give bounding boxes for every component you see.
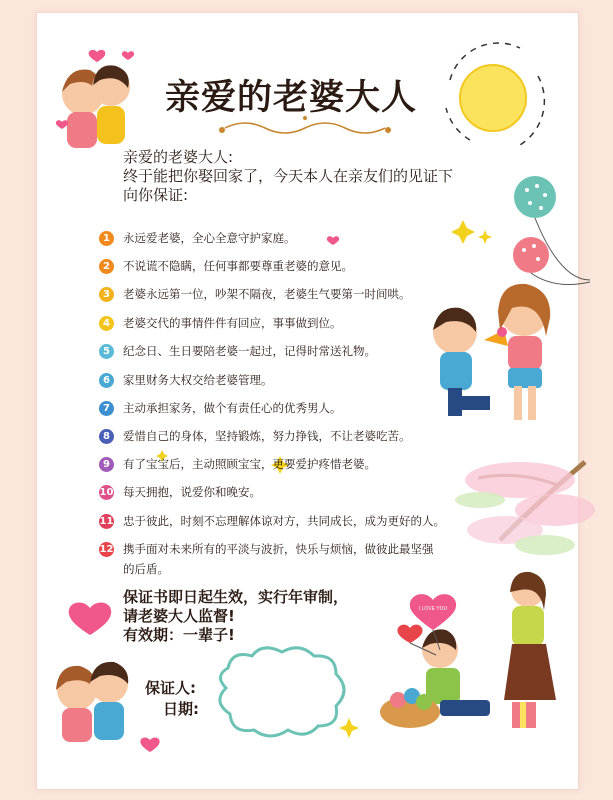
number-badge: 11 bbox=[99, 516, 114, 527]
closing-block bbox=[123, 588, 348, 645]
greeting-line: 亲爱的老婆大人: bbox=[123, 148, 234, 166]
promise-text: 不说谎不隐瞒，任何事都要尊重老婆的意见。 bbox=[123, 259, 353, 273]
balloon-text: I LOVE YOU bbox=[418, 606, 448, 612]
sun-icon bbox=[446, 43, 544, 145]
number-badge: 6 bbox=[99, 373, 114, 388]
list-item bbox=[99, 231, 499, 248]
greeting-line: 向你保证: bbox=[123, 186, 189, 204]
number-badge: 10 bbox=[99, 487, 114, 498]
promise-text: 永远爱老婆，全心全意守护家庭。 bbox=[123, 231, 296, 245]
number-badge: 5 bbox=[99, 344, 114, 359]
list-item bbox=[99, 457, 499, 474]
promise-text: 纪念日、生日要陪老婆一起过，记得时常送礼物。 bbox=[123, 344, 376, 358]
number-badge: 2 bbox=[99, 259, 114, 274]
page-title: 亲爱的老婆大人 bbox=[165, 77, 418, 118]
list-item bbox=[99, 401, 499, 418]
list-item bbox=[99, 316, 499, 333]
closing-line: 有效期：一辈子! bbox=[123, 626, 235, 644]
promise-text: 每天拥抱，说爱你和晚安。 bbox=[123, 485, 261, 499]
list-item bbox=[99, 542, 439, 579]
number-badge: 1 bbox=[99, 231, 114, 246]
promise-text: 老婆交代的事情件件有回应，事事做到位。 bbox=[123, 316, 342, 330]
balloons-icon bbox=[513, 176, 590, 285]
number-badge: 9 bbox=[99, 457, 114, 472]
list-item bbox=[99, 287, 499, 304]
promise-text: 家里财务大权交给老婆管理。 bbox=[123, 373, 273, 387]
list-item bbox=[99, 514, 499, 531]
promise-text: 有了宝宝后，主动照顾宝宝，更要爱护疼惜老婆。 bbox=[123, 457, 376, 471]
guarantor-label: 保证人: bbox=[145, 679, 196, 697]
couple-bottom-left-icon bbox=[56, 662, 128, 742]
cherry-blossom-icon bbox=[455, 462, 595, 555]
promise-text: 主动承担家务，做个有责任心的优秀男人。 bbox=[123, 401, 342, 415]
number-badge: 8 bbox=[99, 429, 114, 444]
closing-line: 请老婆大人监督! bbox=[123, 607, 235, 625]
list-item bbox=[99, 344, 499, 361]
promise-text: 携手面对未来所有的平淡与波折，快乐与烦恼，做彼此最坚强的后盾。 bbox=[123, 542, 434, 576]
number-badge: 12 bbox=[99, 544, 114, 555]
date-label: 日期: bbox=[163, 700, 199, 718]
couple-with-gifts-icon bbox=[380, 572, 556, 728]
couple-top-left-icon bbox=[62, 65, 130, 148]
cloud-frame-icon bbox=[220, 648, 344, 736]
list-item bbox=[99, 485, 499, 502]
promise-text: 忠于彼此，时刻不忘理解体谅对方，共同成长，成为更好的人。 bbox=[123, 514, 445, 528]
list-item bbox=[99, 259, 499, 276]
promise-text: 老婆永远第一位，吵架不隔夜，老婆生气要第一时间哄。 bbox=[123, 287, 411, 301]
number-badge: 4 bbox=[99, 316, 114, 331]
greeting-block bbox=[123, 148, 453, 205]
promise-text: 爱惜自己的身体，坚持锻炼，努力挣钱，不让老婆吃苦。 bbox=[123, 429, 411, 443]
number-badge: 7 bbox=[99, 401, 114, 416]
list-item bbox=[99, 429, 499, 446]
closing-line: 保证书即日起生效，实行年审制， bbox=[123, 588, 349, 606]
list-item bbox=[99, 373, 499, 390]
number-badge: 3 bbox=[99, 287, 114, 302]
greeting-line: 终于能把你娶回家了，今天本人在亲友们的见证下 bbox=[123, 167, 454, 185]
